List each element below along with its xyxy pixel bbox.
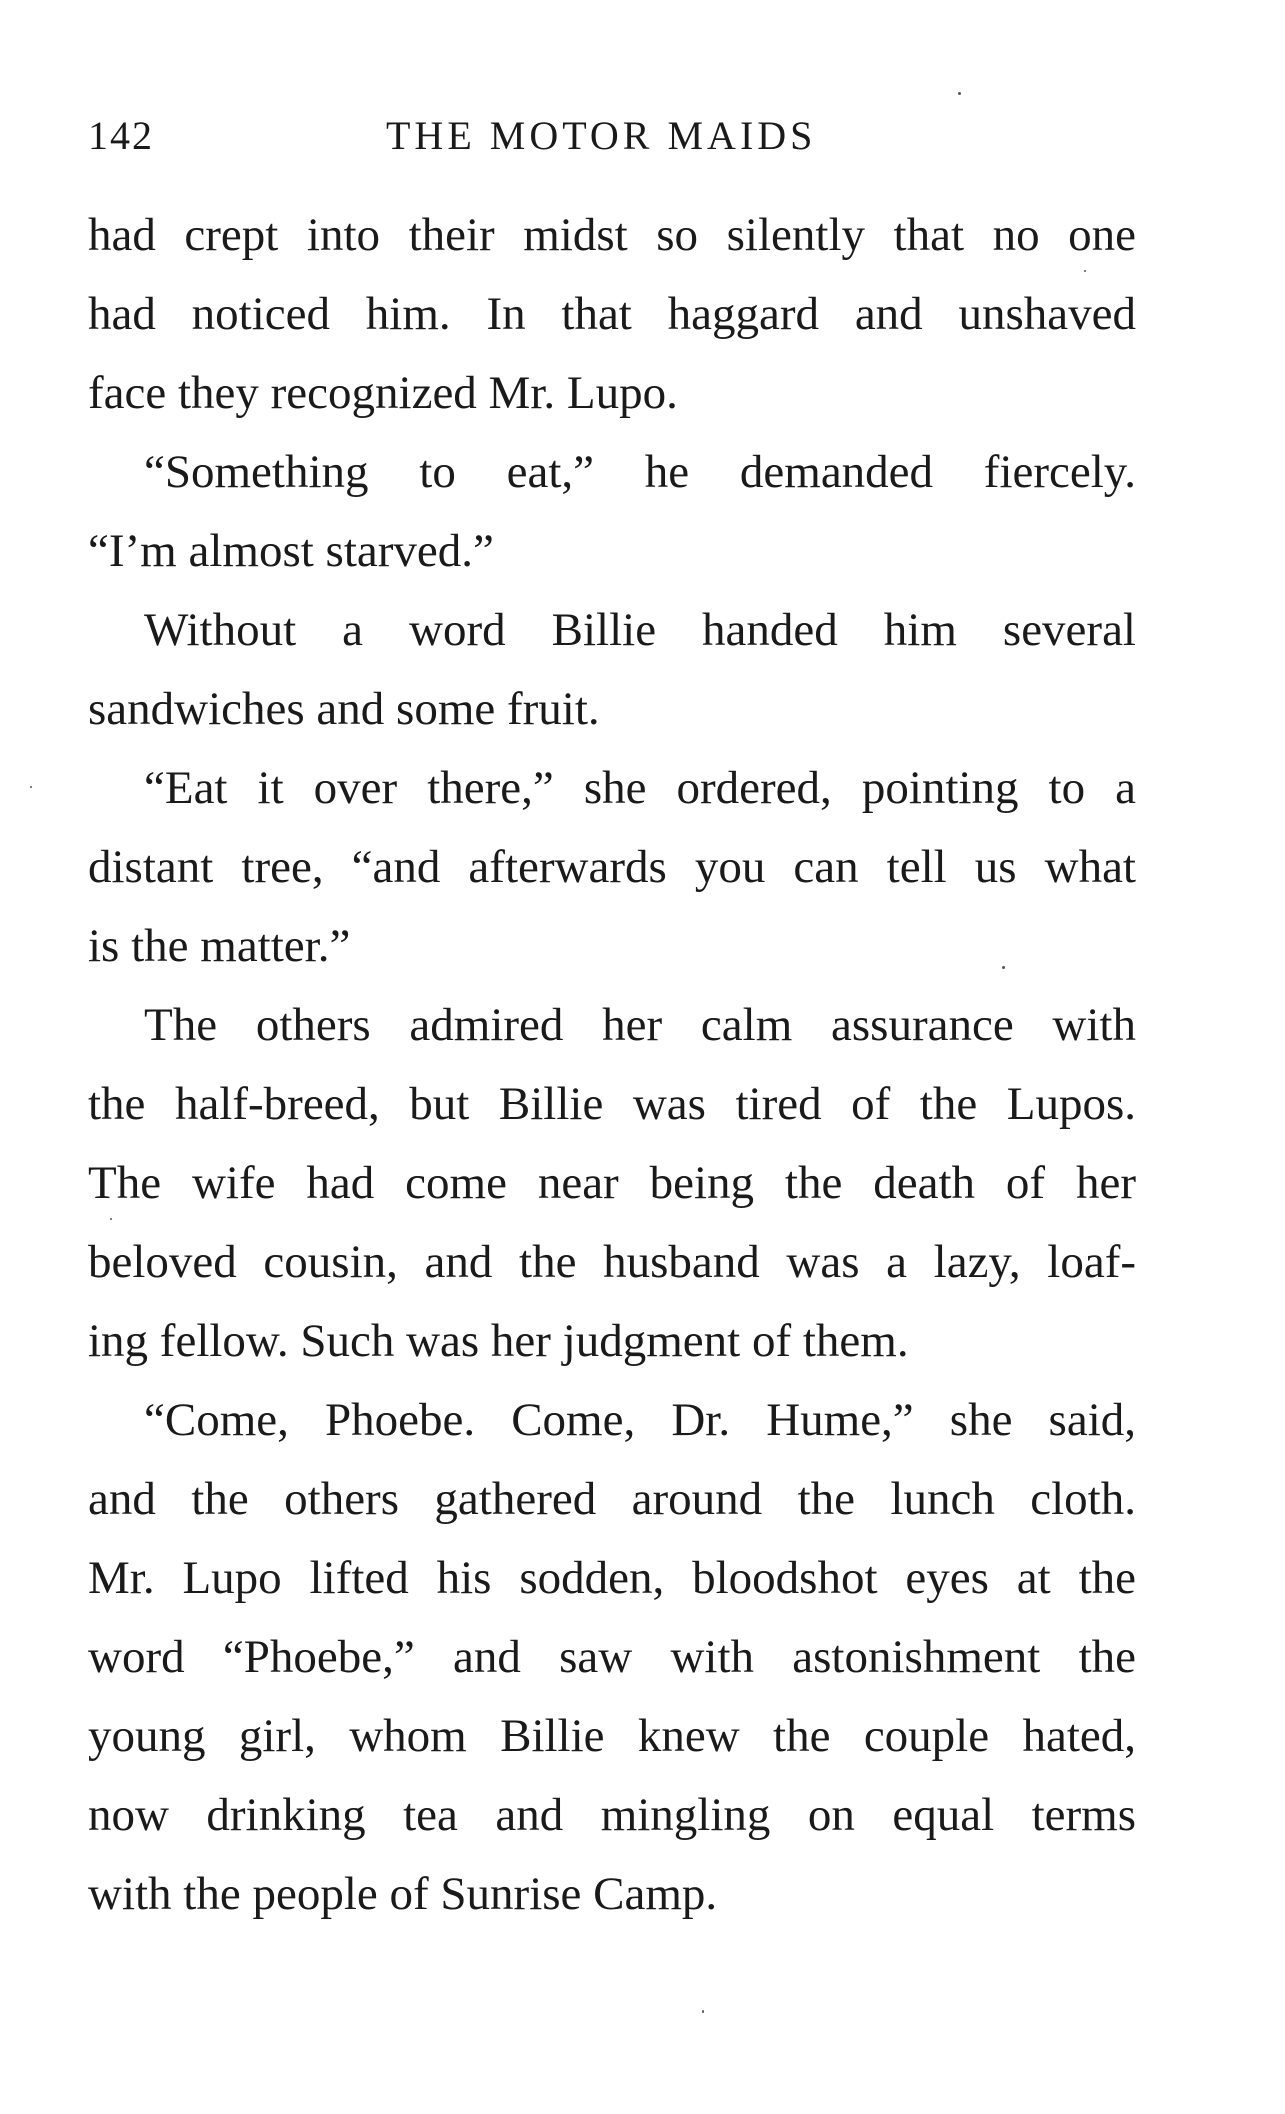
text-line: word “Phoebe,” and saw with astonishment the <box>88 1631 1136 1683</box>
text-line: beloved cousin, and the husband was a lazy, loaf- <box>88 1236 1136 1288</box>
text-line: Mr. Lupo lifted his sodden, bloodshot eyes at the <box>88 1552 1136 1604</box>
page-number: 142 <box>88 113 154 158</box>
text-line: “Eat it over there,” she ordered, pointing to a <box>144 762 1136 814</box>
text-line: had noticed him. In that haggard and unshaved <box>88 288 1136 340</box>
body-text <box>88 196 1136 1934</box>
text-line: with the people of Sunrise Camp. <box>88 1868 718 1920</box>
text-line: “Something to eat,” he demanded fiercely. <box>144 446 1136 498</box>
text-line: young girl, whom Billie knew the couple hated, <box>88 1710 1136 1762</box>
scan-speck <box>958 92 961 95</box>
scan-speck <box>110 1218 112 1220</box>
scan-speck <box>702 2010 704 2013</box>
text-line: sandwiches and some fruit. <box>88 683 600 735</box>
text-line: had crept into their midst so silently that no one <box>88 209 1136 261</box>
text-line: ing fellow. Such was her judgment of them. <box>88 1315 909 1367</box>
text-line: The wife had come near being the death of her <box>88 1157 1136 1209</box>
scan-speck <box>30 786 32 788</box>
running-title: THE MOTOR MAIDS <box>386 113 817 158</box>
text-line: now drinking tea and mingling on equal terms <box>88 1789 1136 1841</box>
text-line: “Come, Phoebe. Come, Dr. Hume,” she said, <box>144 1394 1136 1446</box>
text-line: the half-breed, but Billie was tired of the Lupos. <box>88 1078 1136 1130</box>
text-line: is the matter.” <box>88 920 351 972</box>
text-line: and the others gathered around the lunch cloth. <box>88 1473 1136 1525</box>
scan-speck <box>1002 966 1005 969</box>
text-line: “I’m almost starved.” <box>88 525 494 577</box>
scan-speck <box>1084 270 1086 272</box>
text-line: The others admired her calm assurance with <box>144 999 1136 1051</box>
text-line: Without a word Billie handed him several <box>144 604 1136 656</box>
text-line: face they recognized Mr. Lupo. <box>88 367 678 419</box>
running-head <box>88 112 1138 172</box>
text-line: distant tree, “and afterwards you can tell us what <box>88 841 1136 893</box>
